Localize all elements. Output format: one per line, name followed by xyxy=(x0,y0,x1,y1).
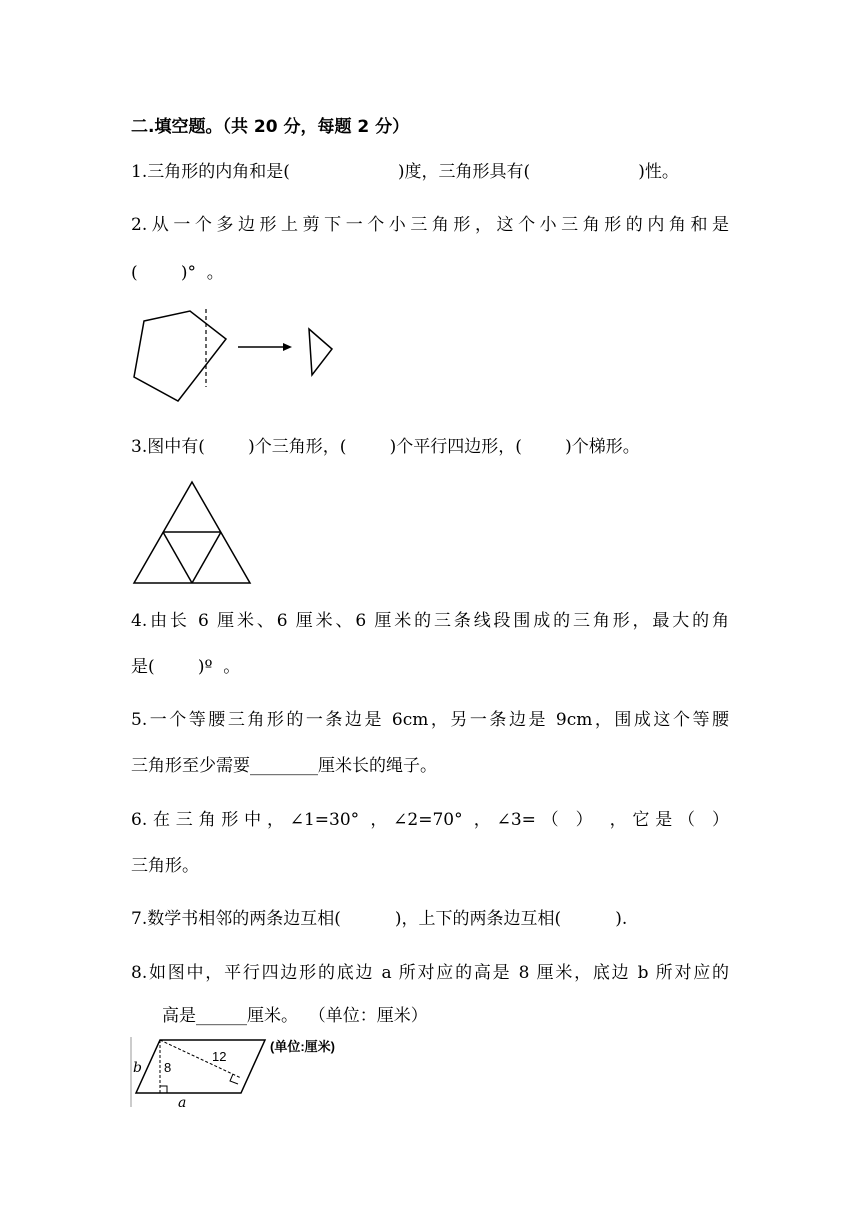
triangle-grid-figure xyxy=(130,480,255,588)
height-8-label: 8 xyxy=(164,1060,172,1075)
question-5-line-2: 三角形至少需要________厘米长的绳子。 xyxy=(131,756,437,776)
question-8-line-1: 8.如图中，平行四边形的底边 a 所对应的高是 8 厘米，底边 b 所对应的 xyxy=(131,963,729,983)
question-5-line-1: 5.一个等腰三角形的一条边是 6cm，另一条边是 9cm，围成这个等腰 xyxy=(131,710,729,730)
question-6-line-2: 三角形。 xyxy=(131,856,199,876)
unit-label: (单位:厘米) xyxy=(270,1039,335,1054)
height-12-label: 12 xyxy=(212,1049,227,1064)
pentagon-shape xyxy=(134,311,226,401)
small-triangle xyxy=(309,329,332,375)
question-6-line-1: 6.在三角形中，∠1=30° ，∠2=70° ，∠3=（ ） ，它是（ ） xyxy=(131,810,729,830)
arrow-head xyxy=(283,343,292,351)
polygon-cut-figure xyxy=(128,305,348,405)
height-12-right-angle xyxy=(230,1074,238,1084)
side-a-label: a xyxy=(178,1095,187,1111)
question-4-line-1: 4.由长 6 厘米、6 厘米、6 厘米的三条线段围成的三角形，最大的角 xyxy=(131,611,729,631)
section-title: 二.填空题。（共 20 分，每题 2 分） xyxy=(131,117,410,137)
question-1: 1.三角形的内角和是( )度，三角形具有( )性。 xyxy=(131,162,679,182)
question-2-line-2: ( )° 。 xyxy=(131,263,224,283)
inner-left-line xyxy=(163,532,192,583)
question-2-line-1: 2.从一个多边形上剪下一个小三角形，这个小三角形的内角和是 xyxy=(131,215,729,235)
side-b-label: b xyxy=(133,1060,142,1076)
question-4-line-2: 是( )º 。 xyxy=(131,657,241,677)
question-7: 7.数学书相邻的两条边互相( )，上下的两条边互相( ). xyxy=(131,909,628,929)
inner-right-line xyxy=(192,532,221,583)
parallelogram-shape xyxy=(136,1040,265,1093)
parallelogram-figure xyxy=(128,1035,368,1110)
question-8-line-2: 高是______厘米。 （单位：厘米） xyxy=(162,1006,428,1026)
question-3: 3.图中有( )个三角形，( )个平行四边形，( )个梯形。 xyxy=(131,437,640,457)
height-12-line xyxy=(160,1040,241,1078)
height-8-right-angle xyxy=(160,1086,167,1093)
